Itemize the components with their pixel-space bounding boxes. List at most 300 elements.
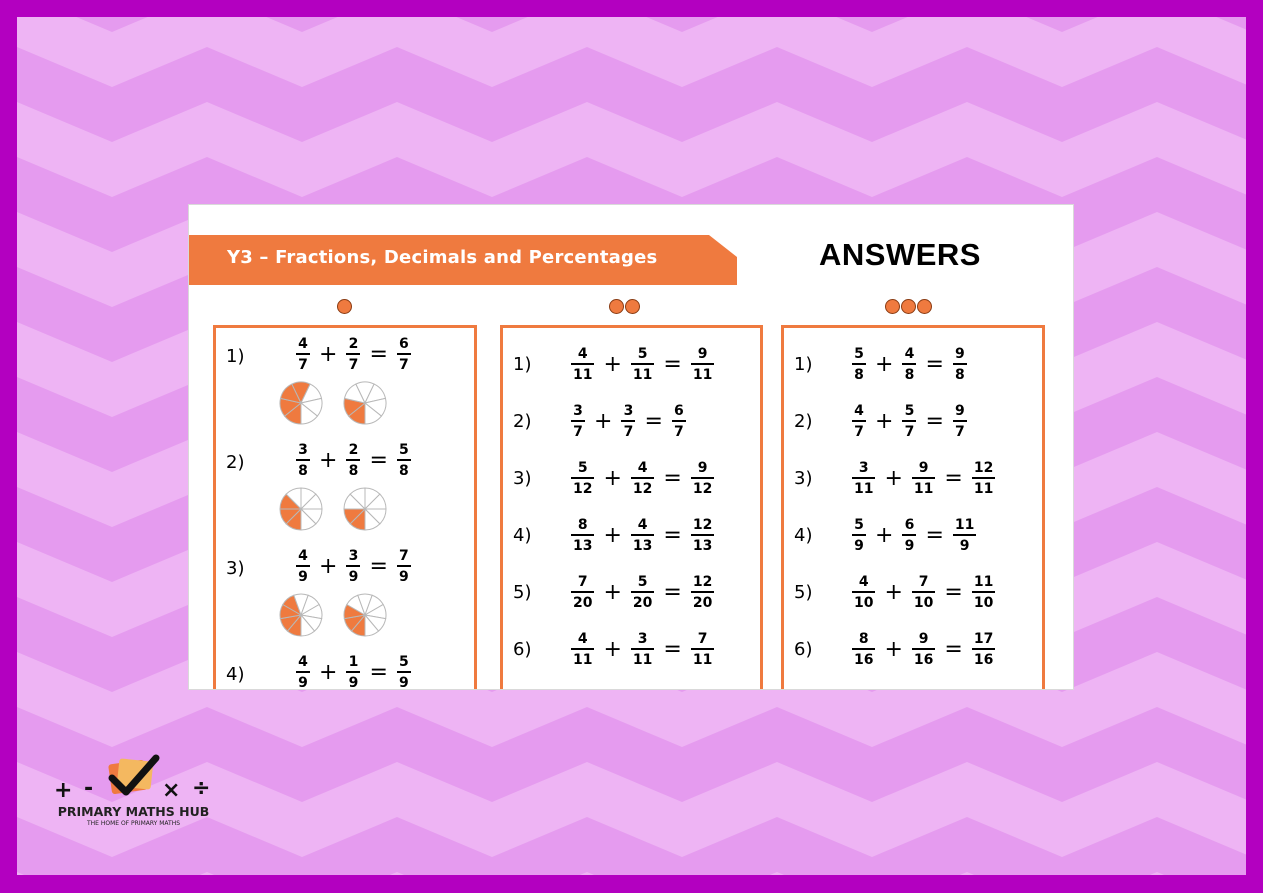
fraction (631, 574, 654, 611)
fraction-bar (296, 353, 310, 355)
equals-sign: = (663, 352, 682, 377)
denominator: 7 (348, 357, 359, 373)
fraction-pie (342, 380, 388, 426)
denominator: 13 (692, 538, 713, 554)
fraction (346, 654, 360, 690)
equals-sign: = (663, 637, 682, 662)
question-number: 6) (794, 639, 813, 660)
fraction-bar (296, 565, 310, 567)
numerator: 2 (348, 336, 359, 352)
numerator: 7 (918, 574, 929, 590)
fraction-pie (342, 592, 388, 638)
level-dot (917, 299, 932, 314)
denominator: 16 (973, 652, 994, 668)
question-number: 1) (226, 346, 245, 367)
fraction (902, 517, 916, 554)
denominator: 8 (854, 367, 864, 383)
equals-sign: = (925, 409, 944, 434)
fraction-pie (278, 486, 324, 532)
answers-heading: ANSWERS (819, 237, 981, 272)
fraction-bar (631, 534, 654, 536)
fraction-bar (852, 648, 875, 650)
plus-sign: + (884, 466, 903, 491)
plus-sign: + (875, 352, 894, 377)
fraction (571, 460, 594, 497)
fraction (397, 548, 411, 585)
denominator: 9 (348, 675, 359, 690)
denominator: 9 (348, 569, 359, 585)
fraction (902, 403, 916, 440)
fraction-bar (902, 363, 916, 365)
fraction (912, 460, 935, 497)
fraction (852, 346, 866, 383)
pie-diagrams (278, 592, 388, 638)
question-number: 1) (513, 354, 532, 375)
numerator: 4 (577, 631, 588, 647)
question-number: 2) (794, 411, 813, 432)
fraction-bar (691, 477, 714, 479)
numerator: 5 (577, 460, 588, 476)
denominator: 12 (692, 481, 713, 497)
fraction (571, 346, 594, 383)
level-dot (885, 299, 900, 314)
fraction-bar (621, 420, 635, 422)
fraction (571, 517, 594, 554)
fraction-bar (691, 363, 714, 365)
denominator: 20 (632, 595, 653, 611)
plus-sign: + (603, 580, 622, 605)
denominator: 9 (959, 538, 970, 554)
plus-sign: + (319, 554, 338, 579)
denominator: 10 (854, 595, 874, 611)
worksheet-title: Y3 – Fractions, Decimals and Percentages (227, 247, 658, 268)
denominator: 11 (573, 367, 593, 383)
numerator: 5 (637, 574, 648, 590)
fraction (296, 442, 310, 479)
fraction-bar (912, 648, 935, 650)
denominator: 7 (904, 424, 915, 440)
fraction-bar (972, 648, 995, 650)
question-row (503, 460, 760, 516)
question-number: 1) (794, 354, 813, 375)
fraction-equation (852, 517, 976, 554)
fraction-bar (397, 565, 411, 567)
numerator: 5 (904, 403, 915, 419)
fraction-bar (953, 420, 967, 422)
fraction-equation (852, 631, 995, 668)
fraction-equation (296, 442, 411, 479)
question-number: 4) (226, 664, 245, 685)
question-row (784, 517, 1042, 573)
fraction (852, 403, 866, 440)
fraction-equation (296, 336, 411, 373)
fraction-bar (631, 363, 654, 365)
fraction (972, 631, 995, 668)
denominator: 7 (623, 424, 634, 440)
fraction-equation (571, 517, 714, 554)
question-row (784, 403, 1042, 459)
question-number: 2) (513, 411, 532, 432)
question-row (503, 574, 760, 630)
denominator: 10 (973, 595, 994, 611)
level-dot (625, 299, 640, 314)
denominator: 10 (913, 595, 934, 611)
fraction (346, 548, 360, 585)
fraction (296, 548, 310, 585)
numerator: 3 (348, 548, 359, 564)
numerator: 12 (692, 574, 713, 590)
fraction-equation (852, 460, 995, 497)
title-banner (189, 235, 739, 285)
numerator: 12 (692, 517, 713, 533)
fraction-bar (296, 459, 310, 461)
denominator: 11 (973, 481, 994, 497)
fraction-pie (278, 380, 324, 426)
fraction (852, 631, 875, 668)
fraction (953, 346, 967, 383)
question-row (784, 631, 1042, 687)
numerator: 17 (973, 631, 994, 647)
fraction (296, 336, 310, 373)
answer-column-1 (213, 325, 477, 690)
equals-sign: = (944, 466, 963, 491)
numerator: 5 (399, 654, 409, 670)
fraction (953, 403, 967, 440)
numerator: 7 (697, 631, 708, 647)
numerator: 8 (858, 631, 869, 647)
fraction-bar (691, 648, 714, 650)
denominator: 7 (399, 357, 409, 373)
numerator: 4 (298, 548, 308, 564)
numerator: 4 (854, 403, 864, 419)
numerator: 9 (697, 460, 708, 476)
fraction-bar (571, 420, 585, 422)
fraction-bar (397, 671, 411, 673)
fraction-bar (852, 477, 875, 479)
level-dot (337, 299, 352, 314)
minus-icon: - (84, 776, 94, 801)
fraction (912, 574, 935, 611)
logo-tagline: THE HOME OF PRIMARY MATHS (86, 820, 181, 827)
fraction-bar (571, 477, 594, 479)
fraction-bar (571, 363, 594, 365)
denominator: 7 (573, 424, 583, 440)
fraction-bar (672, 420, 686, 422)
numerator: 11 (973, 574, 994, 590)
numerator: 5 (854, 517, 864, 533)
fraction-bar (346, 671, 360, 673)
numerator: 12 (973, 460, 994, 476)
numerator: 9 (955, 403, 965, 419)
denominator: 8 (904, 367, 915, 383)
equals-sign: = (944, 580, 963, 605)
logo-title: PRIMARY MATHS HUB (57, 804, 210, 819)
fraction-bar (972, 477, 995, 479)
denominator: 8 (348, 463, 359, 479)
denominator: 12 (632, 481, 653, 497)
level-dots-3 (885, 299, 932, 315)
denominator: 9 (854, 538, 864, 554)
fraction-bar (631, 591, 654, 593)
fraction (852, 460, 875, 497)
denominator: 13 (573, 538, 593, 554)
denominator: 9 (298, 569, 308, 585)
numerator: 3 (573, 403, 583, 419)
answer-column-2 (500, 325, 763, 690)
numerator: 4 (858, 574, 869, 590)
fraction-bar (631, 648, 654, 650)
equals-sign: = (369, 448, 388, 473)
plus-sign: + (603, 352, 622, 377)
divide-icon: ÷ (192, 776, 211, 801)
fraction-bar (852, 363, 866, 365)
fraction (346, 336, 360, 373)
question-row (784, 460, 1042, 516)
numerator: 3 (637, 631, 648, 647)
denominator: 11 (632, 367, 653, 383)
plus-icon: + (54, 778, 73, 803)
fraction-equation (852, 346, 967, 383)
pie-diagrams (278, 380, 388, 426)
numerator: 1 (348, 654, 359, 670)
fraction-bar (972, 591, 995, 593)
question-number: 4) (794, 525, 813, 546)
checkmark-icon (104, 752, 164, 802)
denominator: 13 (632, 538, 653, 554)
numerator: 4 (298, 654, 308, 670)
fraction-equation (852, 403, 967, 440)
multiply-icon: × (162, 778, 181, 803)
numerator: 9 (918, 631, 929, 647)
question-number: 6) (513, 639, 532, 660)
denominator: 8 (399, 463, 409, 479)
fraction (571, 403, 585, 440)
numerator: 6 (674, 403, 684, 419)
numerator: 7 (399, 548, 409, 564)
numerator: 5 (399, 442, 409, 458)
fraction-equation (571, 346, 714, 383)
numerator: 4 (637, 460, 648, 476)
fraction-bar (953, 534, 976, 536)
equals-sign: = (663, 466, 682, 491)
denominator: 12 (573, 481, 593, 497)
plus-sign: + (875, 409, 894, 434)
question-number: 3) (226, 558, 245, 579)
numerator: 9 (918, 460, 929, 476)
fraction (852, 517, 866, 554)
fraction (902, 346, 916, 383)
fraction-bar (912, 477, 935, 479)
fraction (397, 442, 411, 479)
numerator: 4 (577, 346, 588, 362)
fraction-bar (397, 353, 411, 355)
fraction-bar (953, 363, 967, 365)
question-row (784, 574, 1042, 630)
plus-sign: + (319, 342, 338, 367)
plus-sign: + (319, 660, 338, 685)
question-number: 4) (513, 525, 532, 546)
fraction (972, 574, 995, 611)
fraction-bar (912, 591, 935, 593)
denominator: 20 (692, 595, 713, 611)
denominator: 16 (913, 652, 934, 668)
fraction (631, 517, 654, 554)
fraction-equation (571, 631, 714, 668)
question-number: 5) (513, 582, 532, 603)
plus-sign: + (884, 580, 903, 605)
fraction (972, 460, 995, 497)
denominator: 16 (854, 652, 874, 668)
denominator: 9 (904, 538, 915, 554)
fraction (672, 403, 686, 440)
fraction-bar (296, 671, 310, 673)
fraction-bar (397, 459, 411, 461)
denominator: 11 (854, 481, 874, 497)
fraction-pie (278, 592, 324, 638)
denominator: 8 (298, 463, 308, 479)
numerator: 9 (697, 346, 708, 362)
denominator: 7 (955, 424, 965, 440)
fraction (397, 654, 411, 690)
equals-sign: = (663, 580, 682, 605)
numerator: 3 (858, 460, 869, 476)
equals-sign: = (369, 554, 388, 579)
question-number: 5) (794, 582, 813, 603)
equals-sign: = (925, 523, 944, 548)
fraction (691, 631, 714, 668)
primary-maths-hub-logo (46, 752, 221, 832)
fraction-bar (571, 591, 594, 593)
denominator: 11 (573, 652, 593, 668)
fraction-equation (571, 574, 714, 611)
question-row (503, 517, 760, 573)
fraction-bar (571, 534, 594, 536)
fraction (631, 631, 654, 668)
equals-sign: = (369, 660, 388, 685)
numerator: 9 (955, 346, 965, 362)
chevron-stripe (17, 17, 1246, 32)
numerator: 5 (637, 346, 648, 362)
numerator: 2 (348, 442, 359, 458)
denominator: 7 (674, 424, 684, 440)
worksheet-preview (188, 204, 1074, 690)
question-row (503, 631, 760, 687)
fraction-equation (571, 460, 714, 497)
fraction-equation (852, 574, 995, 611)
fraction (852, 574, 875, 611)
denominator: 11 (692, 652, 713, 668)
fraction (691, 517, 714, 554)
fraction-bar (691, 591, 714, 593)
plus-sign: + (884, 637, 903, 662)
level-dots-2 (609, 299, 640, 315)
numerator: 4 (637, 517, 648, 533)
denominator: 11 (913, 481, 934, 497)
fraction-bar (902, 420, 916, 422)
fraction (691, 460, 714, 497)
fraction-equation (571, 403, 686, 440)
fraction-equation (296, 654, 411, 690)
denominator: 8 (955, 367, 965, 383)
pie-diagrams (278, 486, 388, 532)
level-dot (609, 299, 624, 314)
equals-sign: = (944, 637, 963, 662)
plus-sign: + (319, 448, 338, 473)
equals-sign: = (369, 342, 388, 367)
fraction (621, 403, 635, 440)
fraction-bar (691, 534, 714, 536)
question-number: 3) (513, 468, 532, 489)
numerator: 3 (623, 403, 634, 419)
plus-sign: + (875, 523, 894, 548)
denominator: 7 (298, 357, 308, 373)
fraction-bar (902, 534, 916, 536)
numerator: 11 (954, 517, 975, 533)
equals-sign: = (644, 409, 663, 434)
denominator: 20 (573, 595, 593, 611)
fraction-bar (852, 420, 866, 422)
plus-sign: + (603, 466, 622, 491)
fraction (631, 346, 654, 383)
numerator: 5 (854, 346, 864, 362)
numerator: 8 (577, 517, 588, 533)
denominator: 9 (298, 675, 308, 690)
fraction (397, 336, 411, 373)
fraction-equation (296, 548, 411, 585)
fraction (912, 631, 935, 668)
fraction (953, 517, 976, 554)
plus-sign: + (603, 523, 622, 548)
question-row (503, 346, 760, 402)
equals-sign: = (663, 523, 682, 548)
question-row (216, 654, 474, 690)
equals-sign: = (925, 352, 944, 377)
fraction (631, 460, 654, 497)
level-dot (901, 299, 916, 314)
question-row (784, 346, 1042, 402)
fraction-bar (346, 565, 360, 567)
fraction-bar (631, 477, 654, 479)
plus-sign: + (594, 409, 613, 434)
numerator: 6 (904, 517, 915, 533)
question-number: 3) (794, 468, 813, 489)
question-row (216, 548, 474, 604)
fraction-bar (852, 591, 875, 593)
fraction (571, 631, 594, 668)
numerator: 4 (904, 346, 915, 362)
fraction (296, 654, 310, 690)
numerator: 4 (298, 336, 308, 352)
fraction-bar (571, 648, 594, 650)
fraction (691, 346, 714, 383)
question-row (216, 336, 474, 392)
plus-sign: + (603, 637, 622, 662)
numerator: 6 (399, 336, 409, 352)
question-row (503, 403, 760, 459)
denominator: 9 (399, 675, 409, 690)
denominator: 11 (692, 367, 713, 383)
chevron-stripe (17, 47, 1246, 142)
denominator: 9 (399, 569, 409, 585)
denominator: 7 (854, 424, 864, 440)
denominator: 11 (632, 652, 653, 668)
fraction-bar (852, 534, 866, 536)
numerator: 3 (298, 442, 308, 458)
fraction (691, 574, 714, 611)
fraction (571, 574, 594, 611)
fraction-pie (342, 486, 388, 532)
numerator: 7 (577, 574, 588, 590)
